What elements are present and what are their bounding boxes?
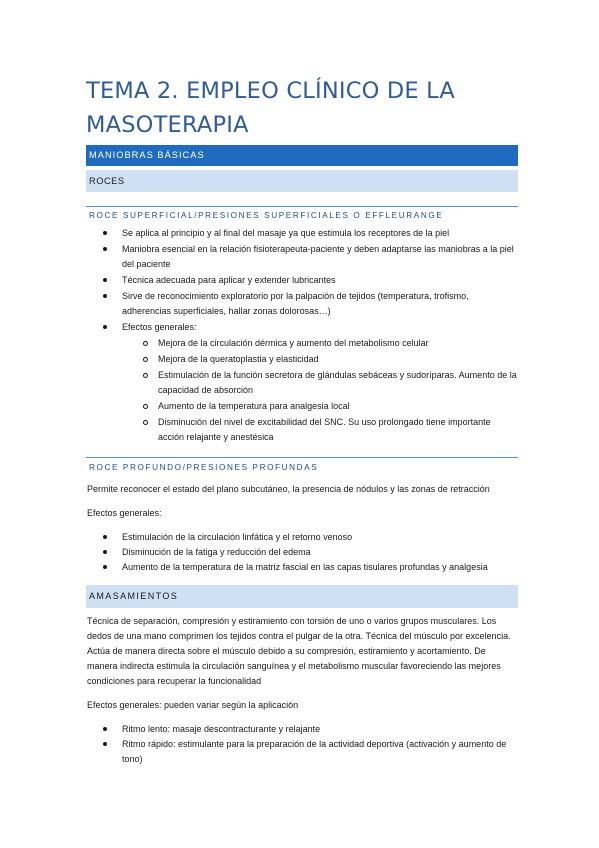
page-title: TEMA 2. EMPLEO CLÍNICO DE LA MASOTERAPIA (86, 78, 456, 138)
list-roce-profundo (86, 530, 518, 575)
document-page (86, 0, 518, 767)
list-item: Sirve de reconocimiento exploratorio por la palpación de tejidos (temperatura, trofismo, adherencias superficiales, hallar zonas dolorosas…) (86, 289, 518, 319)
heading-roce-profundo (86, 457, 518, 472)
list-item: Se aplica al principio y al final del masaje ya que estimula los receptores de la piel (86, 226, 518, 241)
effects-label-amasamientos: Efectos generales: pueden variar según la aplicación (87, 700, 299, 710)
sub-list-item: Mejora de la circulación dérmica y aumento del metabolismo celular (86, 336, 518, 351)
sub-list-item: Disminución del nivel de excitabilidad del SNC. Su uso prolongado tiene importante acción relajante y anestésica (86, 415, 518, 445)
section-band-amasamientos: AMASAMIENTOS (86, 585, 518, 608)
paragraph-roce-profundo: Permite reconocer el estado del plano subcutáneo, la presencia de nódulos y las zonas de retracción (87, 484, 490, 494)
list-roce-superficial (86, 226, 518, 335)
heading-roce-superficial: ROCE SUPERFICIAL/PRESIONES SUPERFICIALES O EFFLEURANGE (86, 206, 518, 220)
list-item: Maniobra esencial en la relación fisioterapeuta-paciente y deben adaptarse las maniobras a la piel del paciente (86, 242, 518, 272)
list-item: Estimulación de la circulación linfática y el retorno venoso (86, 530, 518, 545)
sublist-efectos-superficial (86, 336, 518, 445)
list-item: Ritmo rápido: estimulante para la preparación de la actividad deportiva (activación y aumento de tono) (86, 737, 518, 767)
list-item: Técnica adecuada para aplicar y extender lubricantes (86, 273, 518, 288)
list-item: Ritmo lento: masaje descontracturante y relajante (86, 722, 518, 737)
paragraph-amasamientos: Técnica de separación, compresión y estiramiento con torsión de uno o varios grupos musculares. Los dedos de una mano comprimen los tejidos contra el pulgar de la otra. Técnica del músculo por excelencia. Actúa de manera directa sobre el músculo debido a su compresión, estiramiento y acortamiento. De manera indirecta estimula la circulación sanguínea y el metabolismo muscular favoreciendo las mejores condiciones para recuperar la funcionalidad (87, 616, 511, 686)
list-item: Aumento de la temperatura de la matriz fascial en las capas tisulares profundas y analgesia (86, 560, 518, 575)
heading-roce-profundo-text: ROCE PROFUNDO/PRESIONES PROFUNDAS (89, 463, 319, 472)
sub-list-item: Estimulación de la función secretora de glándulas sebáceas y sudoríparas. Aumento de la capacidad de absorción (86, 368, 518, 398)
list-item: Efectos generales: (86, 320, 518, 335)
list-amasamientos (86, 722, 518, 767)
section-band-roces: ROCES (86, 170, 518, 192)
list-item: Disminución de la fatiga y reducción del edema (86, 545, 518, 560)
effects-label-profundo: Efectos generales: (87, 508, 162, 518)
sub-list-item: Aumento de la temperatura para analgesia local (86, 399, 518, 414)
section-band-maniobras: MANIOBRAS BÁSICAS (86, 145, 518, 166)
sub-list-item: Mejora de la queratoplastia y elasticidad (86, 352, 518, 367)
